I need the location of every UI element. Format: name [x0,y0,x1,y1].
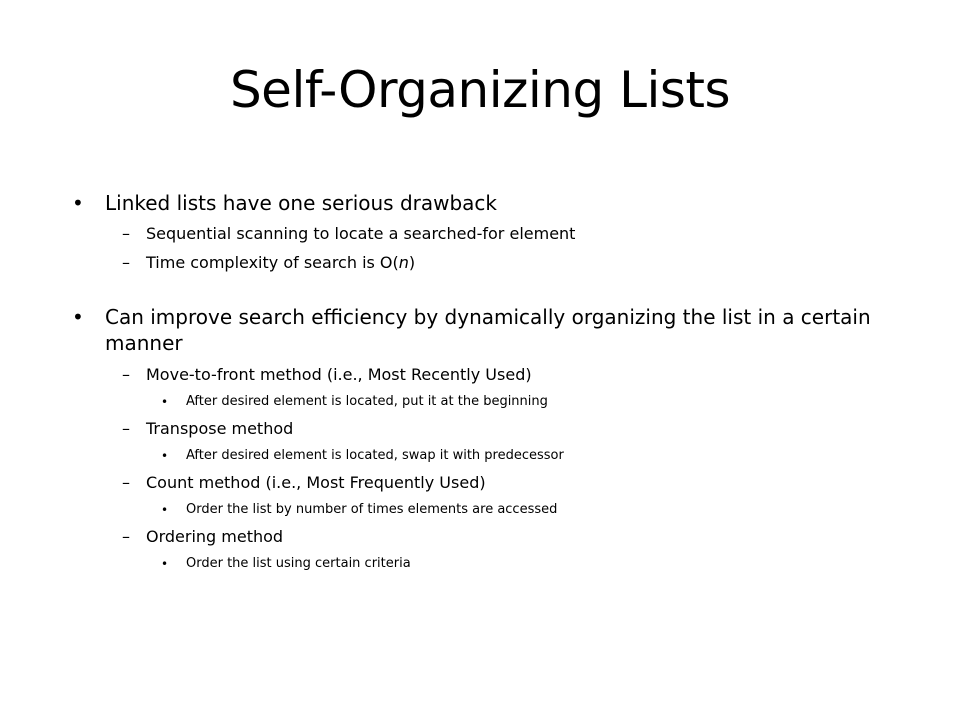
sub-bullet-text-prefix: Time complexity of search is O( [146,253,399,272]
method-detail-transpose [72,446,902,466]
method-move-to-front [72,364,902,386]
bullet-point-2 [72,304,902,356]
method-detail: After desired element is located, put it at the beginning [186,394,548,409]
bullet-text: Linked lists have one serious drawback [105,191,498,215]
bullet-text: Can improve search efficiency by dynamically organizing the list in a certain manner [105,305,871,355]
dash-icon: – [122,365,130,384]
method-name: Transpose method [146,419,294,438]
method-ordering [72,526,902,548]
variable-n: n [398,253,409,272]
slide-body [72,190,902,574]
method-count [72,472,902,494]
bullet-point-1 [72,190,902,216]
method-transpose [72,418,902,440]
sub-bullet-text-suffix: ) [408,253,416,272]
sub-bullet-complexity [72,252,902,274]
sub-bullet-text: Sequential scanning to locate a searched-for element [146,224,576,243]
method-detail: Order the list by number of times elements are accessed [186,502,558,517]
method-detail-count [72,500,902,520]
bullet-icon: • [161,395,169,409]
dash-icon: – [122,224,130,243]
method-detail-move-to-front [72,392,902,412]
slide-title: Self-Organizing Lists [229,61,731,119]
sub-bullet-sequential [72,223,902,245]
bullet-icon: • [161,503,169,517]
dash-icon: – [122,419,130,438]
bullet-icon: • [161,557,169,571]
method-name: Count method (i.e., Most Frequently Used) [146,473,486,492]
bullet-icon: • [161,449,169,463]
method-name: Move-to-front method (i.e., Most Recently Used) [146,365,532,384]
method-detail-ordering [72,554,902,574]
dash-icon: – [122,253,130,272]
dash-icon: – [122,527,130,546]
method-detail: After desired element is located, swap it with predecessor [186,448,564,463]
method-name: Ordering method [146,527,284,546]
bullet-icon: • [72,191,84,215]
dash-icon: – [122,473,130,492]
method-detail: Order the list using certain criteria [186,556,411,571]
bullet-icon: • [72,305,84,329]
